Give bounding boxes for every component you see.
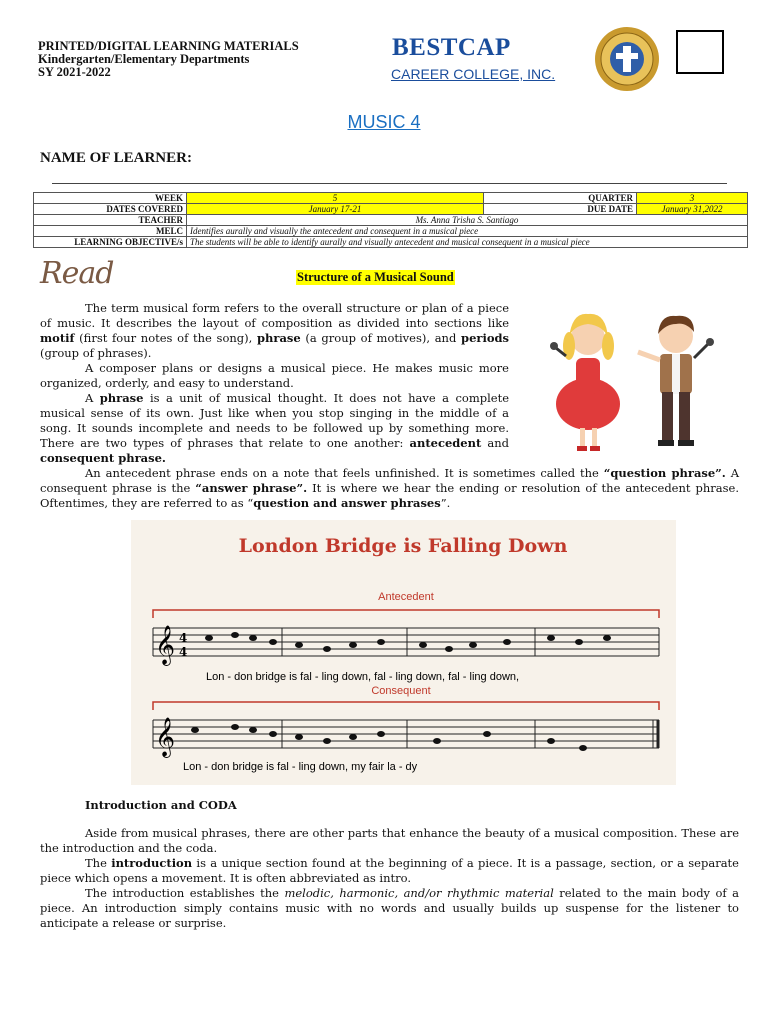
melc-label: MELC <box>34 226 187 237</box>
due-date-label: DUE DATE <box>484 204 637 215</box>
paragraph-phrase: A phrase is a unit of musical thought. It does not have a complete musical sense of its own. Just like when you stop singing in the middle of a song. It sounds incomplete and needs to be followed up by something more. There are two types of phrases that relate to one another: antecedent and consequent phrase. <box>40 391 509 465</box>
paragraph-establishes: The introduction establishes the melodic, harmonic, and/or rhythmic material related to the main body of a piece. An introduction simply contains music with no words and usually builds up suspense for the listener to anticipate a release or surprise. <box>40 886 739 930</box>
staff-antecedent <box>153 628 659 656</box>
antecedent-label: Antecedent <box>378 591 434 603</box>
paragraph-introduction: The introduction is a unique section found at the beginning of a piece. It is a passage, section, or a separate piece which opens a movement. It is often abbreviated as intro. <box>40 856 739 885</box>
song-sheet-music <box>131 520 676 785</box>
dates-value: January 17-21 <box>187 204 484 215</box>
subject-title <box>0 112 768 133</box>
table-row <box>34 193 748 204</box>
musical-form-text <box>40 301 509 466</box>
staff-consequent <box>153 720 659 748</box>
teacher-label: TEACHER <box>34 215 187 226</box>
teacher-value: Ms. Anna Trisha S. Santiago <box>187 215 748 226</box>
paragraph-form: The term musical form refers to the overall structure or plan of a piece of music. It describes the layout of composition as divided into sections like motif (first four notes of the song), phrase (a group of motives), and periods (group of phrases). <box>40 301 510 360</box>
paragraph-intro-coda: Aside from musical phrases, there are other parts that enhance the beauty of a musical composition. These are the introduction and the coda. <box>40 826 739 855</box>
quarter-label: QUARTER <box>484 193 637 204</box>
header-institution-block <box>38 40 299 79</box>
treble-clef-icon: 𝄞 <box>155 625 176 665</box>
antecedent-consequent-text <box>40 466 739 511</box>
score-box <box>676 30 724 74</box>
school-subtitle: CAREER COLLEGE, INC. <box>391 66 556 82</box>
table-row <box>34 215 748 226</box>
read-logo-icon: Read <box>40 256 114 291</box>
sheet-music-graphic <box>131 520 676 785</box>
week-label: WEEK <box>34 193 187 204</box>
objective-value: The students will be able to identify aurally and visually antecedent and musical consequent in a musical piece <box>187 237 748 248</box>
paragraph-question-answer: An antecedent phrase ends on a note that feels unfinished. It is sometimes called the “question phrase”. A consequent phrase is the “answer phrase”. It is where we hear the ending or resolution of the antecedent phrase. Oftentimes, they are referred to as “question and answer phrases”. <box>40 466 739 510</box>
song-title: London Bridge is Falling Down <box>238 535 568 557</box>
section-title: Structure of a Musical Sound <box>297 270 454 284</box>
header-line-departments: Kindergarten/Elementary Departments <box>38 52 250 66</box>
consequent-label: Consequent <box>371 685 431 697</box>
learner-name-line[interactable] <box>52 183 727 184</box>
subject-title-text: MUSIC 4 <box>347 112 421 132</box>
lyrics-antecedent: Lon - don bridge is fal - ling down, fal - ling down, fal - ling down, <box>206 671 520 683</box>
learner-name-label: NAME OF LEARNER: <box>40 150 192 166</box>
time-signature-top: 4 <box>179 631 188 645</box>
lyrics-consequent: Lon - don bridge is fal - ling down, my fair la - dy <box>183 761 418 773</box>
lesson-info-table <box>33 192 748 248</box>
intro-coda-text <box>40 826 739 931</box>
time-signature-bottom: 4 <box>179 645 188 659</box>
school-name: BESTCAP <box>392 34 511 61</box>
objective-label: LEARNING OBJECTIVE/s <box>34 237 187 248</box>
singing-children-illustration <box>526 286 736 456</box>
table-row <box>34 226 748 237</box>
quarter-value: 3 <box>637 193 748 204</box>
table-row <box>34 237 748 248</box>
header-line-school-year: SY 2021-2022 <box>38 65 111 79</box>
school-seal-logo <box>594 26 660 92</box>
intro-coda-heading: Introduction and CODA <box>85 798 237 812</box>
dates-label: DATES COVERED <box>34 204 187 215</box>
week-value: 5 <box>187 193 484 204</box>
due-date-value: January 31,2022 <box>637 204 748 215</box>
notes-consequent <box>191 724 587 751</box>
treble-clef-icon: 𝄞 <box>155 717 176 757</box>
header-line-materials: PRINTED/DIGITAL LEARNING MATERIALS <box>38 39 299 53</box>
paragraph-composer: A composer plans or designs a musical piece. He makes music more organized, orderly, and easy to understand. <box>40 361 509 390</box>
melc-value: Identifies aurally and visually the antecedent and consequent in a musical piece <box>187 226 748 237</box>
table-row <box>34 204 748 215</box>
